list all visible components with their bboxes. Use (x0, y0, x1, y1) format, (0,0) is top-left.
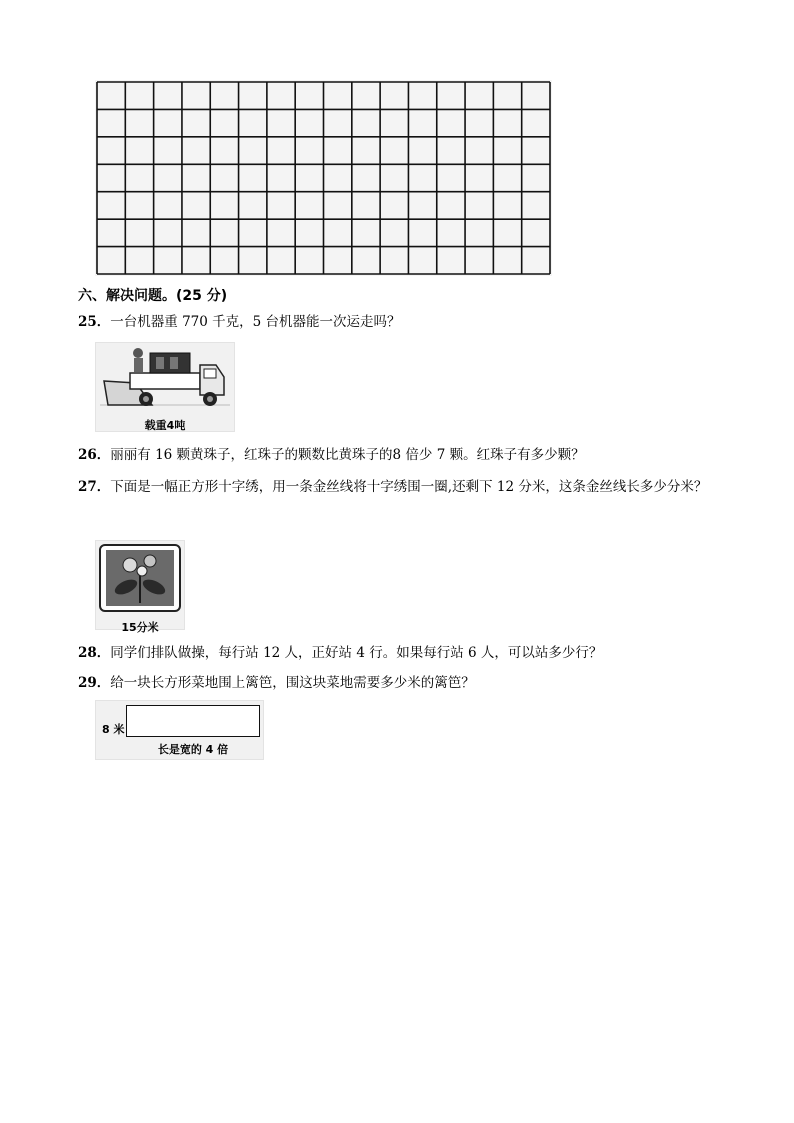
truck-caption: 载重4吨 (144, 419, 186, 432)
question-text: 下面是一幅正方形十字绣，用一条金丝线将十字绣围一圈,还剩下 12 分米，这条金丝线长多少分米？ (110, 479, 708, 495)
garden-caption: 长是宽的 4 倍 (157, 743, 229, 756)
question-text: 同学们排队做操，每行站 12 人，正好站 4 行。如果每行站 6 人，可以站多少行？ (110, 645, 603, 661)
question-number: 26． (78, 447, 111, 463)
question-number: 29． (78, 675, 111, 691)
question-number: 25． (78, 314, 111, 330)
section-title: 六、解决问题。(25 分) (78, 288, 228, 304)
question-text: 给一块长方形菜地围上篱笆，围这块菜地需要多少米的篱笆？ (110, 675, 475, 691)
garden-rectangle (126, 705, 260, 737)
answer-grid-lines (95, 80, 552, 276)
question-number: 28． (78, 645, 111, 661)
truck-icon (96, 343, 234, 413)
question-25 (78, 312, 401, 332)
question-26 (78, 445, 585, 465)
embroidery-caption: 15分米 (121, 621, 159, 634)
question-text: 丽丽有 16 颗黄珠子，红珠子的颗数比黄珠子的8 倍少 7 颗。红珠子有多少颗？ (110, 447, 585, 463)
embroidery-figure (95, 540, 185, 634)
garden-figure (95, 700, 264, 760)
question-text: 一台机器重 770 千克，5 台机器能一次运走吗？ (110, 314, 401, 330)
truck-figure (95, 342, 235, 432)
question-28 (78, 643, 602, 663)
flower-embroidery-icon (96, 541, 184, 615)
answer-grid (95, 80, 552, 276)
question-27 (78, 472, 728, 502)
garden-width-label: 8 米 (102, 723, 125, 736)
question-number: 27． (78, 479, 111, 495)
question-29 (78, 673, 475, 693)
